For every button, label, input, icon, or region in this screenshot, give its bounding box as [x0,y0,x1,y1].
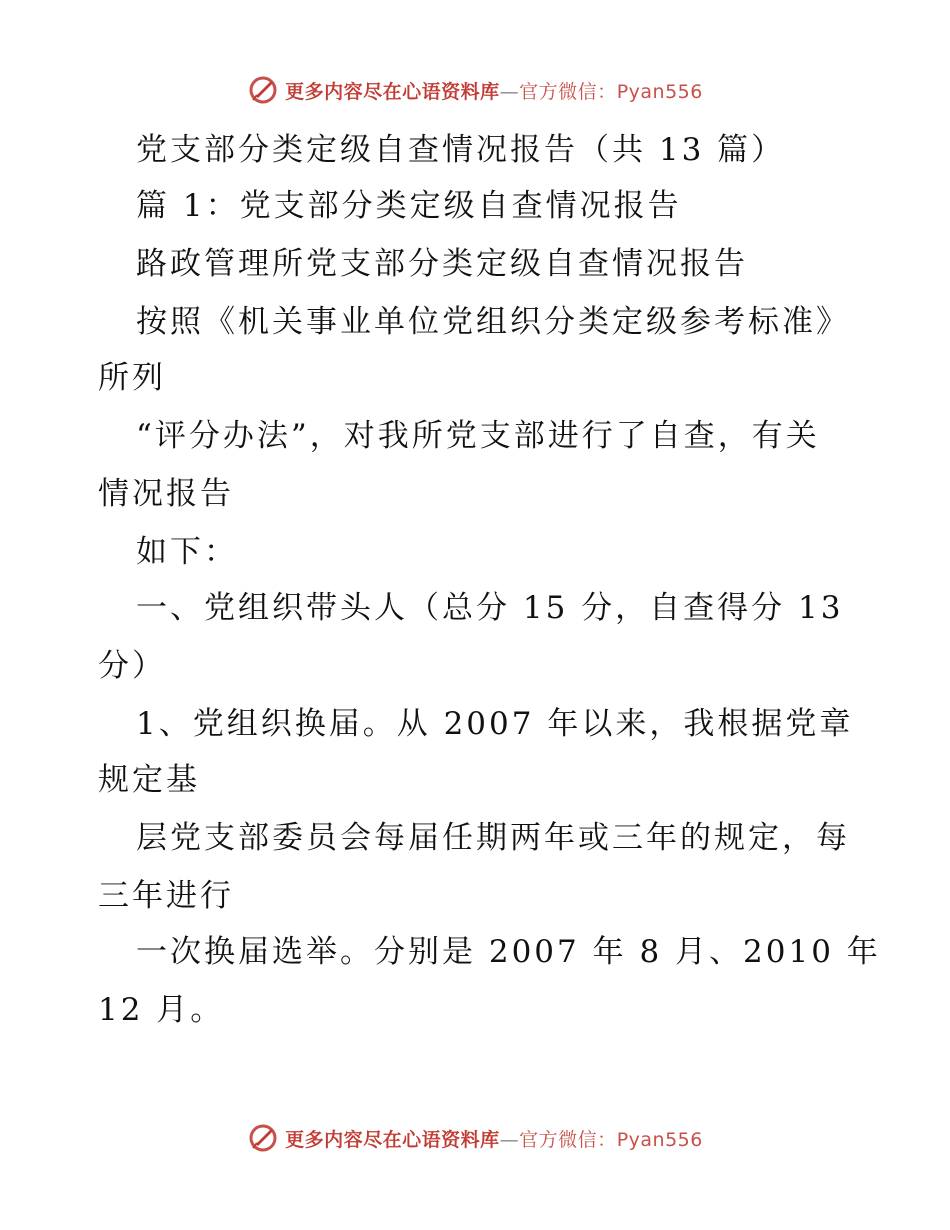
report-title: 路政管理所党支部分类定级自查情况报告 [136,246,748,282]
banner-account: Pyan556 [616,80,703,103]
banner-text [285,77,703,104]
section-heading: 篇 1：党支部分类定级自查情况报告 [136,188,682,224]
paragraph-line: 1、党组织换届。从 2007 年以来，我根据党章 [136,706,854,742]
banner-separator: — [499,80,520,103]
subsection-heading-cont: 分） [98,648,166,684]
quill-logo-icon [247,1122,279,1154]
paragraph-line: 规定基 [98,762,200,798]
paragraph-line: 三年进行 [98,878,234,914]
banner-brand: 更多内容尽在心语资料库 [285,1128,500,1151]
footer-banner [0,1118,950,1158]
subsection-heading: 一、党组织带头人（总分 15 分，自查得分 13 [136,590,844,626]
banner-label: 官方微信： [519,1128,617,1151]
paragraph-line: “评分办法”，对我所党支部进行了自查，有关 [136,418,820,454]
banner-separator: — [499,1128,520,1151]
paragraph-line: 按照《机关事业单位党组织分类定级参考标准》 [136,304,850,340]
paragraph-line: 如下： [136,534,238,570]
paragraph-line: 12 月。 [98,992,225,1028]
banner-account: Pyan556 [616,1128,703,1151]
paragraph-line: 情况报告 [98,476,234,512]
banner-label: 官方微信： [519,80,617,103]
paragraph-line: 一次换届选举。分别是 2007 年 8 月、2010 年 [136,934,881,970]
paragraph-line: 层党支部委员会每届任期两年或三年的规定，每 [136,820,850,856]
document-title: 党支部分类定级自查情况报告（共 13 篇） [136,132,786,168]
quill-logo-icon [247,74,279,106]
banner-brand: 更多内容尽在心语资料库 [285,80,500,103]
banner-text [285,1125,703,1152]
header-banner [0,70,950,110]
paragraph-line: 所列 [98,360,166,396]
